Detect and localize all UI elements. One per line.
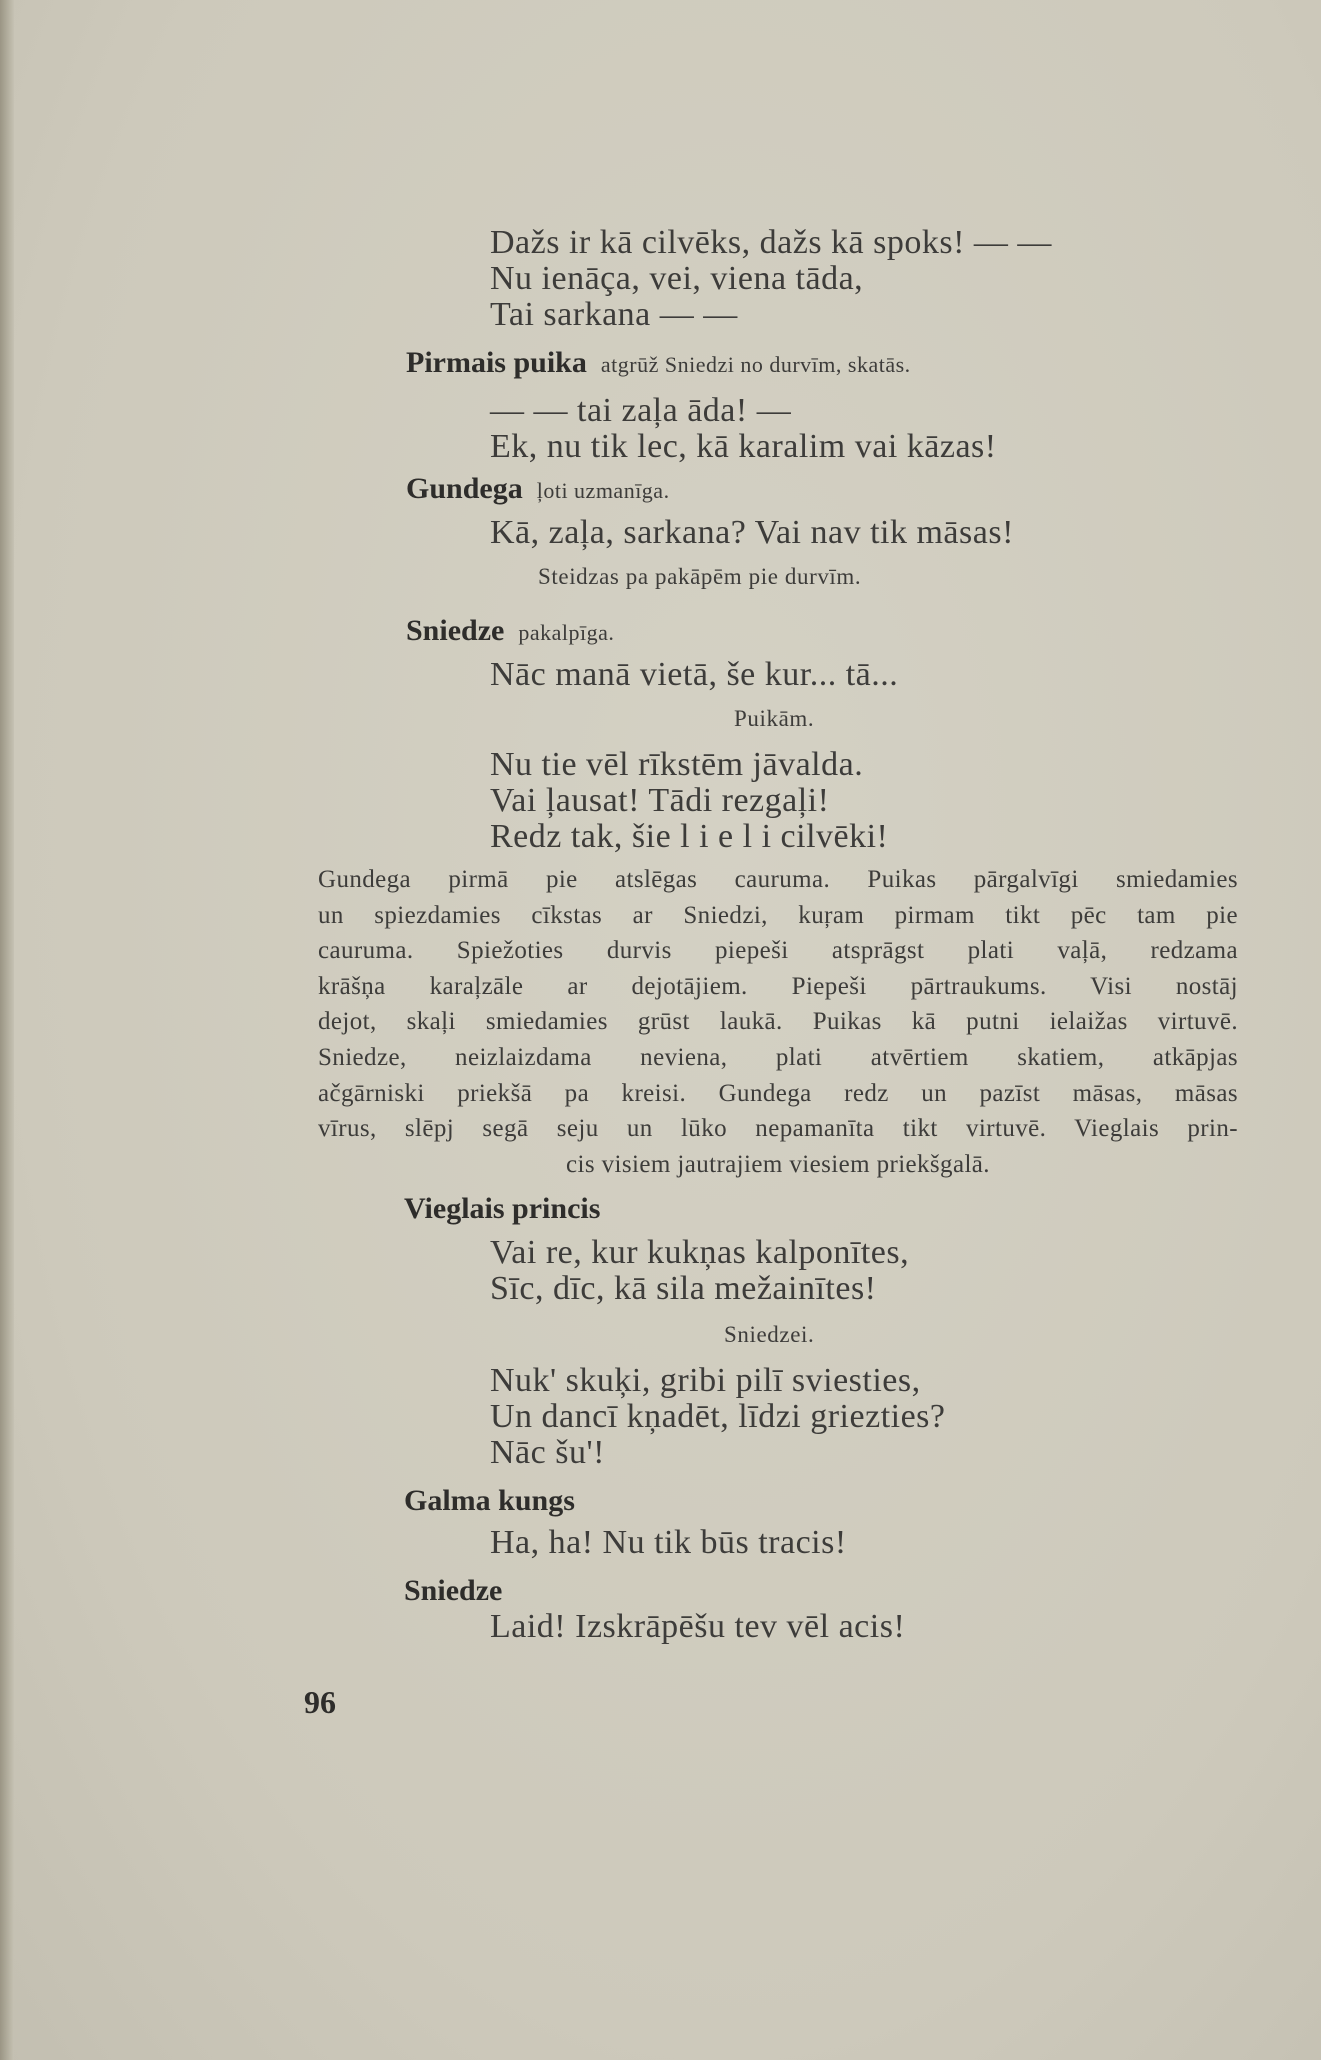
verse-line: Nāc manā vietā, še kur... tā... [490,656,899,693]
speaker-name: Gundega [406,472,523,505]
verse-line: Un dancī kņadēt, līdzi griezties? [490,1398,946,1435]
speaker-name: Sniedze [406,614,505,647]
stage-direction: pakalpīga. [518,620,615,645]
stage-direction: Puikām. [734,706,815,731]
verse-line: Nu ienāça, vei, viena tāda, [490,260,864,297]
verse-line: Dažs ir kā cilvēks, dažs kā spoks! — — [490,224,1052,261]
paragraph-line: cauruma. Spiežoties durvis piepeši atsprāgst plati vaļā, redzama [318,937,1238,965]
speaker-line [406,346,911,380]
speaker-name: Galma kungs [404,1484,575,1517]
verse-line: Vai ļausat! Tādi rezgaļi! [490,782,830,819]
verse-line: Ha, ha! Nu tik būs tracis! [490,1524,847,1561]
speaker-line [406,472,670,506]
verse-line: Vai re, kur kukņas kalponītes, [490,1234,910,1271]
stage-direction: Steidzas pa pakāpēm pie durvīm. [538,564,862,589]
verse-line: Tai sarkana — — [490,296,738,333]
page-binding-edge [0,0,14,2060]
verse-line: Ek, nu tik lec, kā karalim vai kāzas! [490,428,997,465]
paragraph-line: Gundega pirmā pie atslēgas cauruma. Puikas pārgalvīgi smiedamies [318,866,1238,893]
paragraph-line: un spiezdamies cīkstas ar Sniedzi, kuŗam pirmam tikt pēc tam pie [318,901,1238,929]
speaker-name: Pirmais puika [406,346,587,379]
page-number: 96 [304,1684,336,1720]
stage-direction: Sniedzei. [724,1322,815,1347]
verse-line: Redz tak, šie l i e l i cilvēki! [490,818,889,855]
verse-line: Nu tie vēl rīkstēm jāvalda. [490,746,864,783]
speaker-name: Sniedze [404,1574,503,1607]
verse-line: Nāc šu'! [490,1434,605,1471]
paragraph-line: vīrus, slēpj segā seju un lūko nepamanīta tikt virtuvē. Vieglais prin- [318,1115,1238,1143]
verse-line: Sīc, dīc, kā sila mežainītes! [490,1270,877,1307]
paragraph-line: ačgārniski priekšā pa kreisi. Gundega redz un pazīst māsas, māsas [318,1079,1238,1107]
verse-line: Laid! Izskrāpēšu tev vēl acis! [490,1608,906,1645]
paragraph-line: krāšņa karaļzāle ar dejotājiem. Piepeši pārtraukums. Visi nostāj [318,972,1238,1000]
stage-direction-paragraph [318,862,1238,1182]
stage-direction: atgrūž Sniedzi no durvīm, skatās. [600,352,911,377]
verse-line: — — tai zaļa āda! — [490,392,792,429]
speaker-name: Vieglais princis [404,1192,601,1225]
verse-line: Kā, zaļa, sarkana? Vai nav tik māsas! [490,514,1014,551]
stage-direction: ļoti uzmanīga. [536,478,670,503]
verse-line: Nuk' skuķi, gribi pilī sviesties, [490,1362,921,1399]
speaker-line [406,614,614,648]
paragraph-line: Sniedze, neizlaizdama neviena, plati atvērtiem skatiem, atkāpjas [318,1043,1238,1071]
paragraph-line: dejot, skaļi smiedamies grūst laukā. Puikas kā putni ielaižas virtuvē. [318,1008,1238,1036]
paragraph-line: cis visiem jautrajiem viesiem priekšgalā. [566,1150,990,1178]
